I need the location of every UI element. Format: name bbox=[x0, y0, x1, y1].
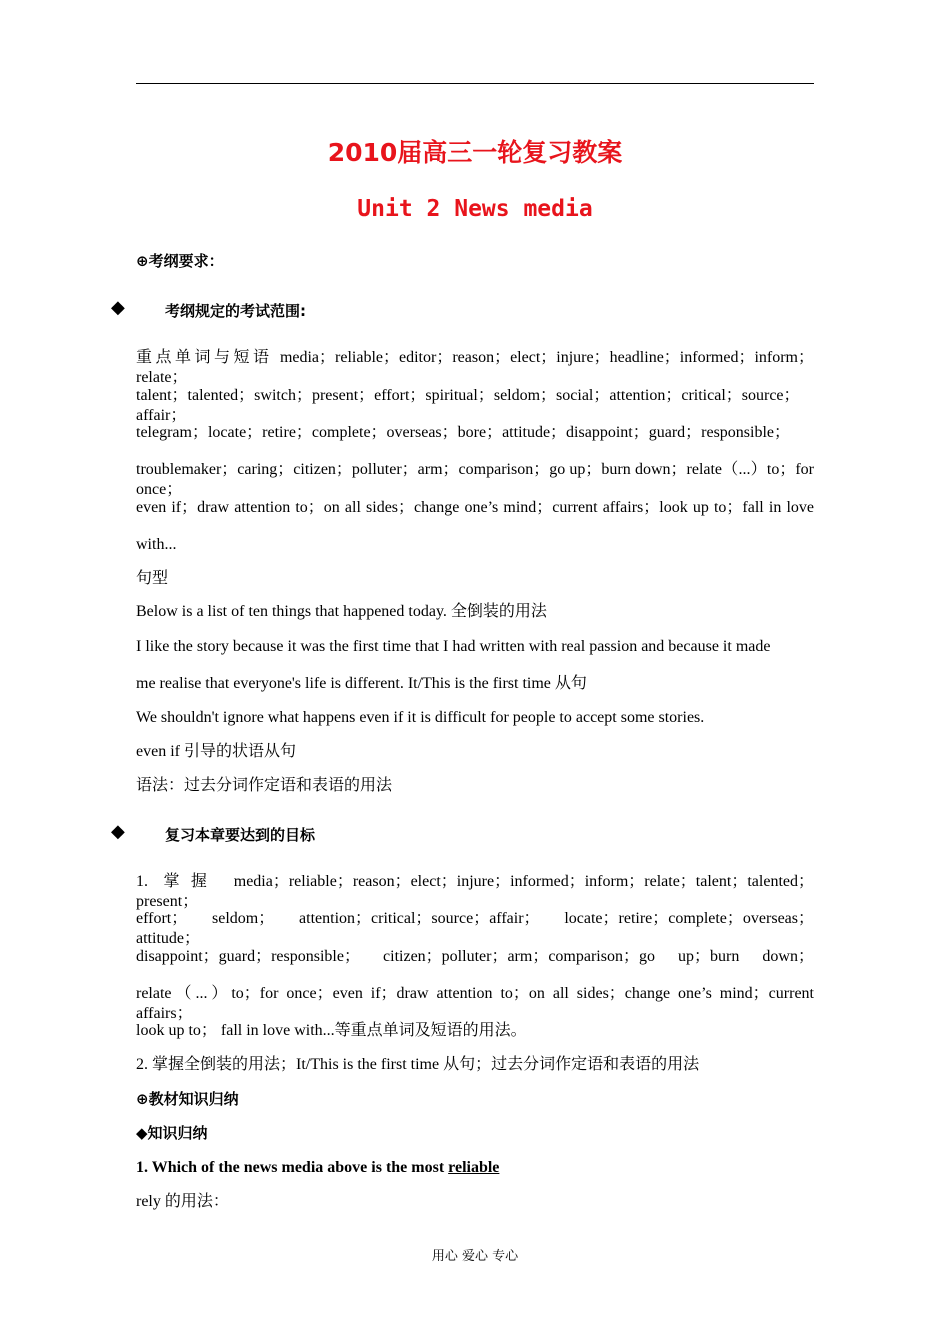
sentence-line: me realise that everyone's life is different. It/This is the first time 从句 bbox=[136, 675, 587, 692]
vocab-line: 重点单词与短语 media；reliable；editor；reason；elect；injure；headline；informed；inform；relate； bbox=[136, 349, 814, 386]
diamond-bullet-icon: ◆ bbox=[111, 821, 125, 842]
vocab-line: troublemaker；caring；citizen；polluter；arm；comparison；go up；burn down；relate（...）to；for once； bbox=[136, 461, 814, 498]
page-footer: 用心 爱心 专心 bbox=[431, 1249, 519, 1264]
goal-line: disappoint；guard；responsible； citizen；polluter；arm；comparison；go up；burn down； bbox=[136, 948, 814, 965]
goal-line: 2. 掌握全倒装的用法；It/This is the first time 从句；过去分词作定语和表语的用法 bbox=[136, 1056, 700, 1073]
vocab-line: even if；draw attention to；on all sides；change one’s mind；current affairs；look up to；fall in love bbox=[136, 499, 814, 516]
goal-line: relate（...）to；for once；even if；draw attention to；on all sides；change one’s mind；current affairs； bbox=[136, 985, 814, 1022]
header-rule bbox=[136, 83, 814, 84]
goal-line: look up to； fall in love with...等重点单词及短语的用法。 bbox=[136, 1022, 527, 1039]
section-heading-knowledge: ⊕教材知识归纳 bbox=[136, 1090, 239, 1108]
vocab-line: with... bbox=[136, 536, 177, 553]
section-heading-requirements: ⊕考纲要求： bbox=[136, 252, 224, 270]
vocab-line: telegram；locate；retire；complete；overseas；bore；attitude；disappoint；guard；responsible； bbox=[136, 424, 791, 441]
subheading-goals: 复习本章要达到的目标 bbox=[165, 826, 316, 844]
diamond-bullet-icon: ◆ bbox=[111, 297, 125, 318]
rely-usage-line: rely 的用法： bbox=[136, 1193, 229, 1210]
unit-title: Unit 2 News media bbox=[357, 196, 593, 222]
sentence-line: We shouldn't ignore what happens even if it is difficult for people to accept some stories. bbox=[136, 709, 705, 726]
sentence-pattern-label: 句型 bbox=[136, 570, 169, 587]
goal-line: effort； seldom； attention；critical；source；affair； locate；retire；complete；overseas； attitude； bbox=[136, 910, 814, 947]
sentence-line: even if 引导的状语从句 bbox=[136, 743, 296, 760]
sentence-line: I like the story because it was the first time that I had written with real passion and because it made bbox=[136, 638, 771, 655]
question-keyword: reliable bbox=[448, 1159, 500, 1176]
subheading-scope: 考纲规定的考试范围: bbox=[165, 302, 306, 320]
subheading-knowledge-summary: ◆知识归纳 bbox=[136, 1124, 208, 1142]
grammar-line: 语法：过去分词作定语和表语的用法 bbox=[136, 777, 393, 794]
goal-line: 1. 掌握 media；reliable；reason；elect；injure；informed；inform；relate；talent；talented；present； bbox=[136, 873, 814, 910]
question-line bbox=[136, 1158, 499, 1178]
vocab-line: talent；talented；switch；present；effort；spiritual；seldom；social；attention；critical；source；affair； bbox=[136, 387, 800, 424]
document-title: 2010届高三一轮复习教案 bbox=[327, 138, 623, 167]
question-text: 1. Which of the news media above is the most bbox=[136, 1159, 449, 1176]
sentence-line: Below is a list of ten things that happened today. 全倒装的用法 bbox=[136, 603, 547, 620]
